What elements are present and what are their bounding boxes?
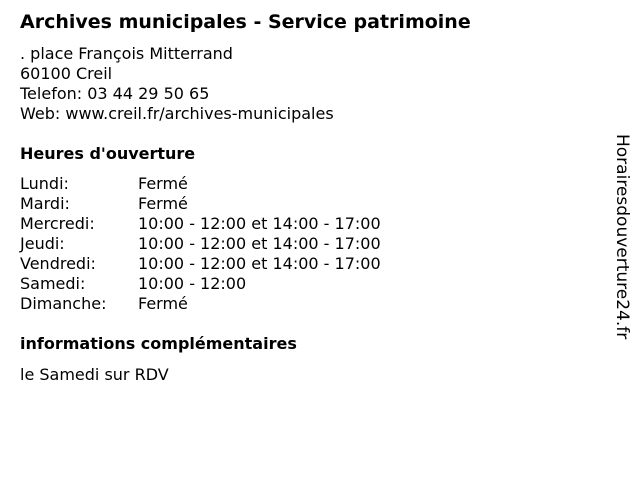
time-value: Fermé <box>138 174 188 193</box>
time-value: 10:00 - 12:00 et 14:00 - 17:00 <box>138 254 381 273</box>
address-block <box>20 44 334 124</box>
day-label: Samedi: <box>20 274 86 293</box>
day-label: Vendredi: <box>20 254 96 273</box>
hours-row-tuesday <box>20 194 381 214</box>
day-label: Dimanche: <box>20 294 107 313</box>
hours-row-wednesday <box>20 214 381 234</box>
city: 60100 Creil <box>20 64 113 83</box>
time-value: 10:00 - 12:00 et 14:00 - 17:00 <box>138 214 381 233</box>
opening-hours-table <box>20 174 381 314</box>
hours-row-sunday <box>20 294 381 314</box>
street-address: . place François Mitterrand <box>20 44 233 63</box>
day-label: Lundi: <box>20 174 69 193</box>
info-text: le Samedi sur RDV <box>20 365 169 384</box>
page-title: Archives municipales - Service patrimoine <box>20 11 471 33</box>
website: Web: www.creil.fr/archives-municipales <box>20 104 334 123</box>
hours-row-monday <box>20 174 381 194</box>
hours-row-friday <box>20 254 381 274</box>
time-value: 10:00 - 12:00 <box>138 274 247 293</box>
info-heading: informations complémentaires <box>20 334 297 353</box>
time-value: Fermé <box>138 294 188 313</box>
hours-row-saturday <box>20 274 381 294</box>
hours-row-thursday <box>20 234 381 254</box>
phone-number: Telefon: 03 44 29 50 65 <box>20 84 210 103</box>
time-value: 10:00 - 12:00 et 14:00 - 17:00 <box>138 234 381 253</box>
hours-heading: Heures d'ouverture <box>20 144 196 163</box>
day-label: Mercredi: <box>20 214 95 233</box>
time-value: Fermé <box>138 194 188 213</box>
day-label: Jeudi: <box>20 234 65 253</box>
day-label: Mardi: <box>20 194 70 213</box>
watermark: Horairesdouverture24.fr <box>612 134 632 340</box>
